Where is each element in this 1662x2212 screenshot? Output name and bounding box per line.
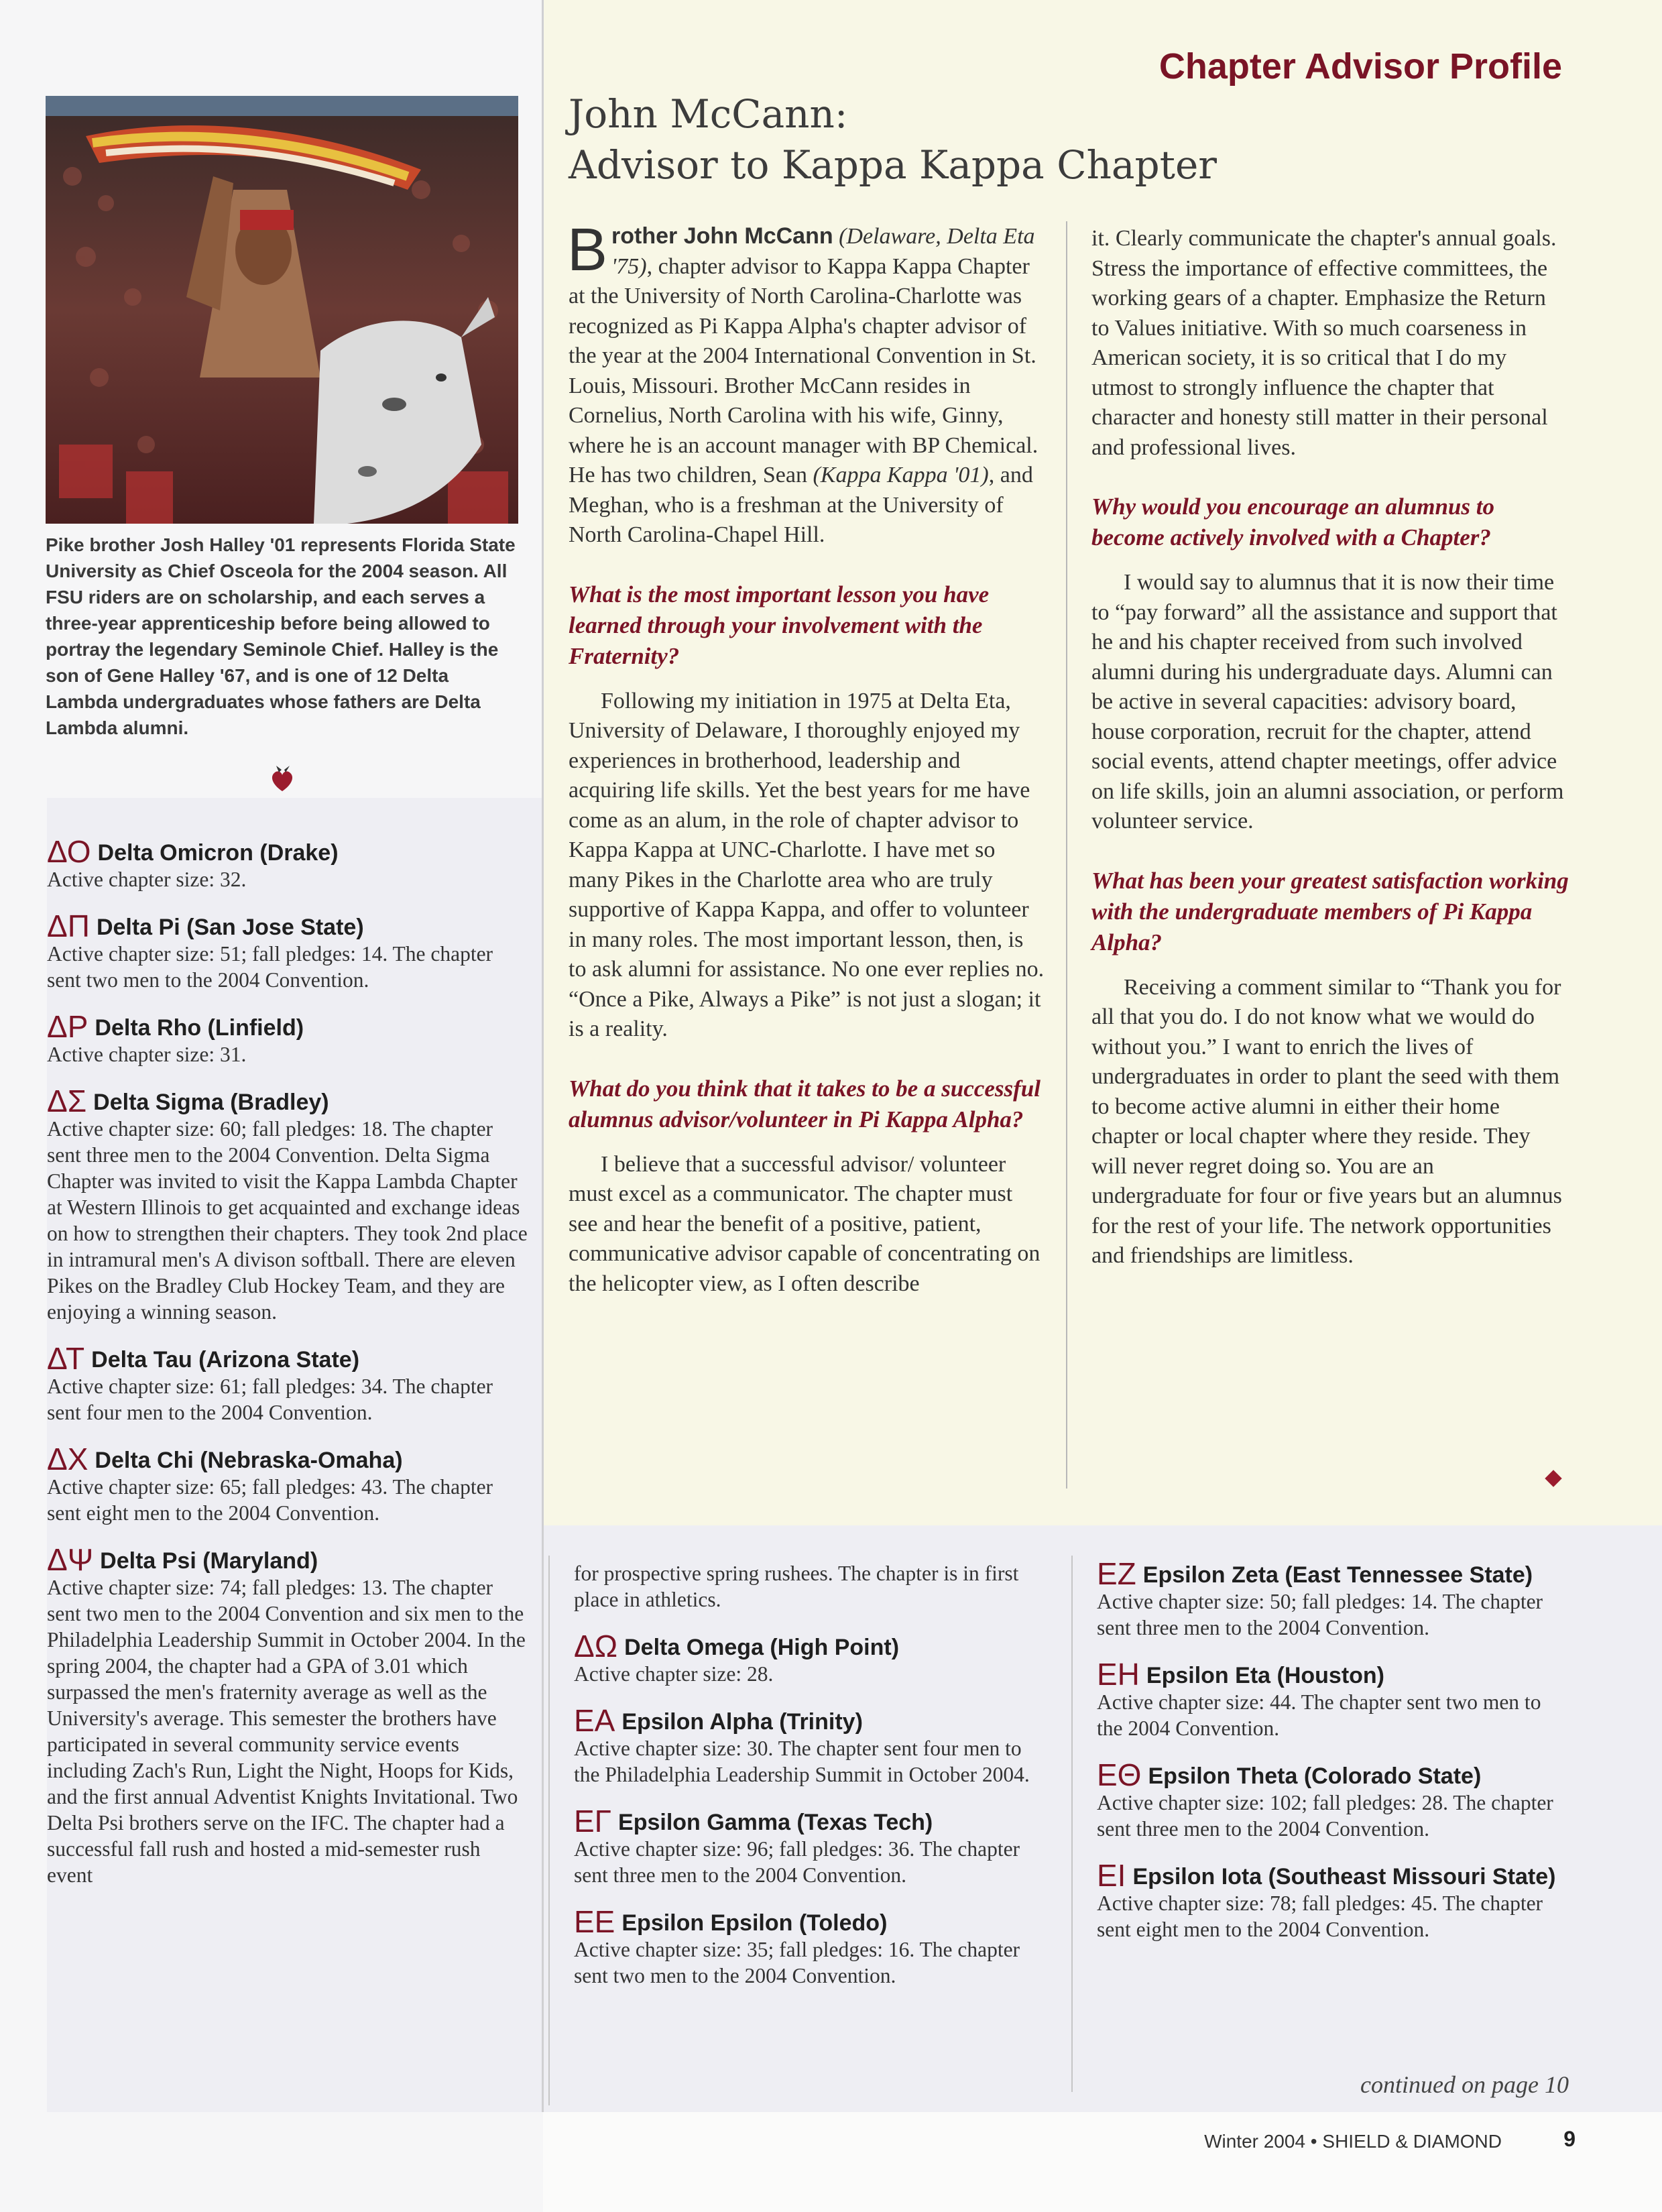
- chapter-name: Epsilon Eta (Houston): [1146, 1663, 1384, 1688]
- chapter-name: Delta Omicron (Drake): [97, 840, 339, 866]
- article-column-1: [567, 217, 1045, 1299]
- answer-2-continued: it. Clearly communicate the chapter's annual goals. Stress the importance of effective committees, the working gears of a chapter. Emphasize the Return to Values initiative. With so much coarseness in American society, it is so critical that I do my utmost to strongly influence the chapter that character and honesty still matter in their personal and professional lives.: [1091, 226, 1557, 460]
- chapter-name: Delta Pi (San Jose State): [96, 915, 364, 940]
- answer-3: I would say to alumnus that it is now their time to “pay forward” all the assistance and support that he and his chapter received from such involved alumni during his undergraduate days. Alumni can be active in several capacities: advisory board, house corporation, recruit for the chapter, attend social events, attend chapter meetings, offer advice on life skills, join an alumni association, or perform volunteer service.: [1091, 570, 1564, 833]
- issue-footer: Winter 2004 • SHIELD & DIAMOND: [1204, 2131, 1502, 2152]
- chapter-greek-letters: ΕΗ: [1097, 1657, 1140, 1692]
- chapter-greek-letters: ΔΟ: [47, 834, 91, 869]
- chapter-entry: [47, 1542, 530, 1888]
- chapter-greek-letters: ΕΕ: [574, 1904, 615, 1939]
- chapter-heading: [47, 1084, 530, 1118]
- chapter-entry: [574, 1629, 1050, 1687]
- article-intro: [567, 217, 1045, 550]
- article-headline: [569, 89, 1574, 190]
- intro-text: , chapter advisor to Kappa Kappa Chapter at the University of North Carolina-Charlotte was recognized as Pi Kappa Alpha's chapter advisor of the year at the 2004 International Convention in St. Louis, Missouri. Brother McCann resides in Cornelius, North Carolina with his wife, Ginny, where he is an account manager with BP Chemical. He has two children, Sean: [569, 253, 1038, 487]
- chapter-name: Epsilon Zeta (East Tennessee State): [1142, 1562, 1533, 1588]
- chapter-entry-continued: for prospective spring rushees. The chapter is in first place in athletics.: [574, 1562, 1019, 1611]
- chapter-report: Active chapter size: 61; fall pledges: 34. The chapter sent four men to the 2004 Convention.: [47, 1375, 493, 1424]
- chapter-name: Epsilon Theta (Colorado State): [1148, 1763, 1482, 1789]
- chapter-greek-letters: ΕΑ: [574, 1703, 615, 1738]
- chapter-heading: [47, 1341, 530, 1376]
- chapter-entry: [574, 1703, 1050, 1788]
- chapter-greek-letters: ΔΩ: [574, 1629, 618, 1664]
- chapter-name: Delta Tau (Arizona State): [91, 1347, 360, 1373]
- chapter-report: Active chapter size: 78; fall pledges: 45. The chapter sent eight men to the 2004 Convention.: [1097, 1891, 1543, 1941]
- chapter-greek-letters: ΕΘ: [1097, 1757, 1142, 1792]
- chapter-entry: [574, 1804, 1050, 1888]
- question-4: What has been your greatest satisfaction working with the undergraduate members of Pi Kappa Alpha?: [1091, 867, 1569, 955]
- panel-divider: [542, 0, 544, 2112]
- chapter-greek-letters: ΔΡ: [47, 1009, 88, 1044]
- page-number: 9: [1563, 2127, 1576, 2151]
- chapter-name: Epsilon Iota (Southeast Missouri State): [1132, 1864, 1556, 1889]
- chapter-entry: [47, 1084, 530, 1325]
- advisor-name: rother John McCann: [611, 223, 833, 249]
- chief-osceola-photo: [46, 96, 518, 524]
- question-2: What do you think that it takes to be a successful alumnus advisor/volunteer in Pi Kappa Alpha?: [569, 1075, 1041, 1132]
- chapter-heading: [574, 1804, 1050, 1839]
- question-3: Why would you encourage an alumnus to become actively involved with a Chapter?: [1091, 493, 1494, 550]
- chapter-entry: [47, 1009, 530, 1067]
- chapter-heading: [1097, 1858, 1566, 1893]
- chapter-news-column-right: [1097, 1556, 1566, 1942]
- chapter-greek-letters: ΔΠ: [47, 909, 90, 943]
- chapter-name: Epsilon Gamma (Texas Tech): [618, 1810, 933, 1835]
- chapter-report: Active chapter size: 50; fall pledges: 14. The chapter sent three men to the 2004 Convention.: [1097, 1590, 1543, 1639]
- chapter-name: Delta Chi (Nebraska-Omaha): [95, 1448, 403, 1473]
- chapter-heading: [47, 834, 530, 869]
- chapter-entry: [1097, 1556, 1566, 1641]
- chapter-report: Active chapter size: 51; fall pledges: 14. The chapter sent two men to the 2004 Convention.: [47, 942, 493, 992]
- photo-caption: Pike brother Josh Halley '01 represents Florida State University as Chief Osceola for the 2004 season. All FSU riders are on scholarship, and each serves a three-year apprenticeship before being allowed to portray the legendary Seminole Chief. Halley is the son of Gene Halley '67, and is one of 12 Delta Lambda undergraduates whose fathers are Delta Lambda alumni.: [46, 534, 516, 738]
- chapter-name: Epsilon Alpha (Trinity): [621, 1709, 863, 1735]
- chapter-report: Active chapter size: 30. The chapter sent four men to the Philadelphia Leadership Summit in October 2004.: [574, 1737, 1030, 1786]
- answer-4: Receiving a comment similar to “Thank you for all that you do. I do not know what we would do without you.” I want to enrich the lives of undergraduates in order to plant the seed with them to become active alumni in either their home chapter or local chapter where they reside. They will never regret doing so. You are an undergraduate for four or five years but an alumnus for the rest of your life. The network opportunities and friendships are limitless.: [1091, 974, 1562, 1268]
- chapter-entry: [1097, 1657, 1566, 1741]
- column-rule: [1066, 221, 1067, 1489]
- chapter-report: Active chapter size: 65; fall pledges: 43. The chapter sent eight men to the 2004 Convention.: [47, 1475, 493, 1525]
- pika-ornament-icon: [267, 764, 298, 795]
- chapter-report: Active chapter size: 35; fall pledges: 16. The chapter sent two men to the 2004 Convention.: [574, 1938, 1020, 1987]
- chapter-greek-letters: ΕΙ: [1097, 1858, 1126, 1893]
- intro-end: , and Meghan, who is a freshman at the University of North Carolina-Chapel Hill.: [569, 463, 1033, 547]
- chapter-report: Active chapter size: 96; fall pledges: 36. The chapter sent three men to the 2004 Convention.: [574, 1837, 1020, 1887]
- chapter-entry: [47, 1341, 530, 1425]
- chapter-greek-letters: ΔΨ: [47, 1542, 94, 1577]
- advisor-affiliation: (Delaware, Delta Eta '75): [611, 224, 1035, 279]
- chapter-name: Delta Omega (High Point): [624, 1635, 900, 1660]
- question-1: What is the most important lesson you have learned through your involvement with the Fraternity?: [569, 581, 990, 669]
- chapter-name: Epsilon Epsilon (Toledo): [621, 1910, 888, 1936]
- chapter-name: Delta Sigma (Bradley): [93, 1090, 329, 1115]
- chapter-news-column-left: [47, 834, 530, 1888]
- chapter-entry: [1097, 1757, 1566, 1842]
- photo-illustration: [46, 96, 518, 524]
- son-affiliation: (Kappa Kappa '01): [813, 463, 989, 487]
- chapter-name: Delta Rho (Linfield): [95, 1015, 304, 1041]
- chapter-entry: [47, 834, 530, 892]
- chapter-heading: [574, 1904, 1050, 1939]
- headline-line-1: John McCann:: [569, 91, 848, 137]
- chapter-entry: [574, 1904, 1050, 1989]
- chapter-report: Active chapter size: 102; fall pledges: 28. The chapter sent three men to the 2004 Convention.: [1097, 1791, 1553, 1841]
- section-label: Chapter Advisor Profile: [1159, 46, 1562, 86]
- chapter-heading: [47, 909, 530, 943]
- answer-2: I believe that a successful advisor/ volunteer must excel as a communicator. The chapter must see and hear the benefit of a positive, patient, communicative advisor capable of concentrating on the helicopter view, as I often describe: [569, 1151, 1041, 1296]
- column-rule: [548, 1556, 550, 2105]
- chapter-heading: [47, 1542, 530, 1577]
- headline-line-2: Advisor to Kappa Kappa Chapter: [569, 142, 1217, 188]
- answer-1: Following my initiation in 1975 at Delta Eta, University of Delaware, I thoroughly enjoyed my experiences in brotherhood, leadership and acquiring life skills. Yet the best years for me have come as an alum, in the role of chapter advisor to Kappa Kappa at UNC-Charlotte. I have met so many Pikes in the Charlotte area who are truly supportive of Kappa Kappa, and offer to volunteer in many roles. The most important lesson, then, is to ask alumni for assistance. No one ever replies no. “Once a Pike, Always a Pike” is not just a slogan; it is a reality.: [569, 688, 1045, 1041]
- chapter-report: Active chapter size: 32.: [47, 868, 247, 891]
- chapter-heading: [574, 1629, 1050, 1664]
- chapter-heading: [1097, 1657, 1566, 1692]
- chapter-entry: [47, 1442, 530, 1526]
- continued-note: continued on page 10: [1360, 2071, 1569, 2098]
- chapter-heading: [47, 1442, 530, 1476]
- chapter-heading: [574, 1703, 1050, 1738]
- chapter-greek-letters: ΕΓ: [574, 1804, 612, 1839]
- chapter-greek-letters: ΔΤ: [47, 1341, 85, 1376]
- chapter-greek-letters: ΔΣ: [47, 1084, 87, 1118]
- chapter-greek-letters: ΕΖ: [1097, 1556, 1136, 1591]
- chapter-heading: [1097, 1556, 1566, 1591]
- chapter-heading: [47, 1009, 530, 1044]
- article-column-2: [1091, 224, 1569, 1271]
- column-rule: [1071, 1556, 1073, 2092]
- chapter-report: Active chapter size: 44. The chapter sent two men to the 2004 Convention.: [1097, 1690, 1541, 1740]
- chapter-report: Active chapter size: 60; fall pledges: 18. The chapter sent three men to the 2004 Convention. Delta Sigma Chapter was invited to visit the Kappa Lambda Chapter at Western Illinois to get acquainted and exchange ideas on how to strengthen their chapters. They took 2nd place in intramural men's A divison softball. There are eleven Pikes on the Bradley Club Hockey Team, and they are enjoying a winning season.: [47, 1117, 528, 1324]
- chapter-entry: [47, 909, 530, 993]
- chapter-report: Active chapter size: 31.: [47, 1043, 247, 1066]
- drop-cap: B: [567, 217, 608, 284]
- chapter-report: Active chapter size: 28.: [574, 1662, 774, 1686]
- chapter-news-column-middle: [574, 1560, 1050, 1989]
- chapter-greek-letters: ΔΧ: [47, 1442, 88, 1476]
- chapter-report: Active chapter size: 74; fall pledges: 13. The chapter sent two men to the 2004 Convention and six men to the Philadelphia Leadership Summit in October 2004. In the spring 2004, the chapter had a GPA of 3.01 which surpassed the men's fraternity average as well as the University's average. This semester the brothers have participated in several community service events including Zach's Run, Light the Night, Hoops for Kids, and the first annual Adventist Knights Invitational. Two Delta Psi brothers serve on the IFC. The chapter had a successful fall rush and hosted a mid-semester rush event: [47, 1576, 526, 1887]
- chapter-entry: [1097, 1858, 1566, 1942]
- chapter-heading: [1097, 1757, 1566, 1792]
- chapter-name: Delta Psi (Maryland): [100, 1548, 318, 1574]
